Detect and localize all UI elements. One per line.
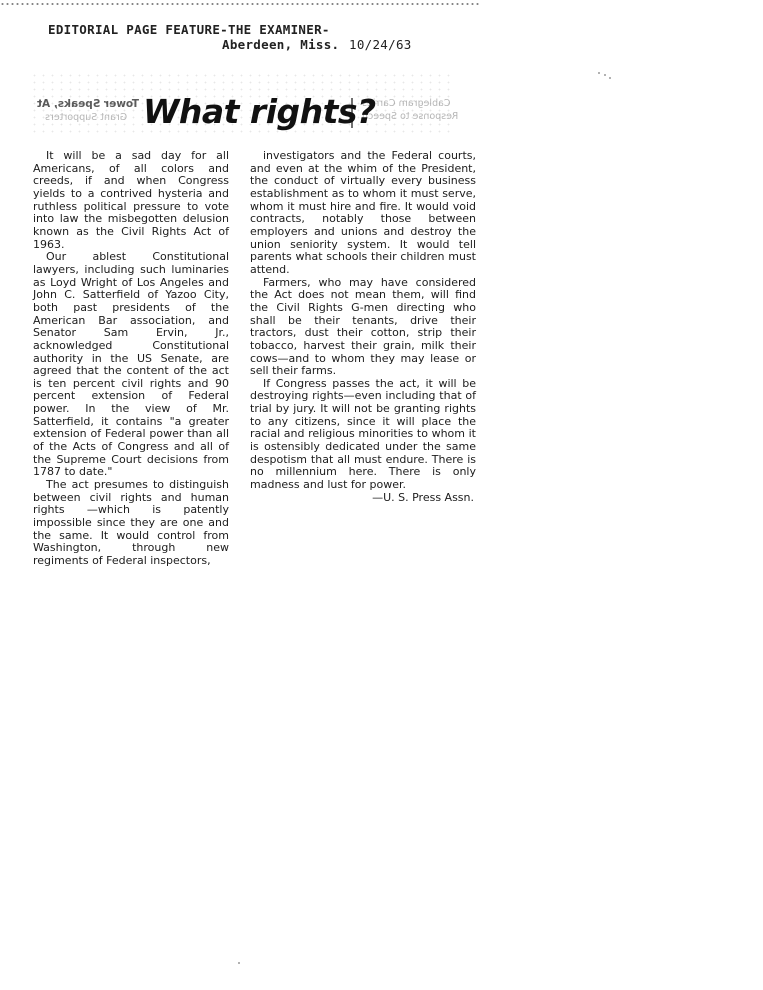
article-column-left [33,150,229,568]
paragraph-federal-control: investigators and the Federal courts, and even at the whim of the President, the conduct of virtually every business establishment as to whom it must serve, whom it must hire and fire. It would void contracts, notably those between employers and unions and destroy the union seniority system. It would tell parents what schools their children must attend. [250,149,476,276]
show-through-left-top: Tower Speaks, At [37,98,139,110]
show-through-right-bottom: Response to Speech [362,111,459,122]
paragraph-farmers: Farmers, who may have considered the Act does not mean them, will find the Civil Rights G-men directing who shall be their tenants, drive their tractors, dust their cotton, strip their tobacco, harvest their grain, milk their cows—and to whom they may lease or sell their farms. [250,275,476,378]
paragraph-lawyers: Our ablest Constitutional lawyers, including such luminaries as Loyd Wright of Los Angeles and John C. Satterfield of Yazoo City, both past presidents of the American Bar association, and Senator Sam Ervin, Jr., acknowledged Constitutional authority in the US Senate, are agreed that the content of the act is ten percent civil rights and 90 percent extension of Federal power. In the view of Mr. Satterfield, it contains "a greater extension of Federal power than all of the Acts of Congress and all of the Supreme Court decisions from 1787 to date." [33,250,229,479]
header-date: 10/24/63 [349,37,412,52]
header-feature-label: EDITORIAL PAGE FEATURE-THE EXAMINER- [48,22,330,37]
article-column-right [250,150,476,504]
paper-speck [609,77,611,79]
paper-speck [604,74,606,76]
paper-speck [598,72,600,74]
paragraph-conclusion: If Congress passes the act, it will be destroying rights—even including that of trial by jury. It will not be granting rights to any citizens, since it will place the racial and religious minorities to whom it is ostensibly dedicated under the same despotism that all must endure. There is no millennium here. There is only madness and lust for power. [250,376,476,492]
show-through-right-top: Cablegram Carries [362,98,451,109]
paper-speck [238,962,240,964]
perforated-edge [0,2,480,6]
article-signature: —U. S. Press Assn. [372,490,474,504]
header-place: Aberdeen, Miss. [222,37,340,52]
article-headline: What rights? [143,92,376,131]
paragraph-intro: It will be a sad day for all Americans, of all colors and creeds, if and when Congress yields to a contrived hysteria and ruthless political pressure to vote into law the misbegotten delusion known as the Civil Rights Act of 1963. [33,149,229,251]
show-through-left-bottom: Grant Supporters [45,112,128,123]
paragraph-act-presumes: The act presumes to distinguish between civil rights and human rights —which is patently impossible since they are one and the same. It would control from Washington, through new regiments of Federal inspectors, [33,478,229,567]
